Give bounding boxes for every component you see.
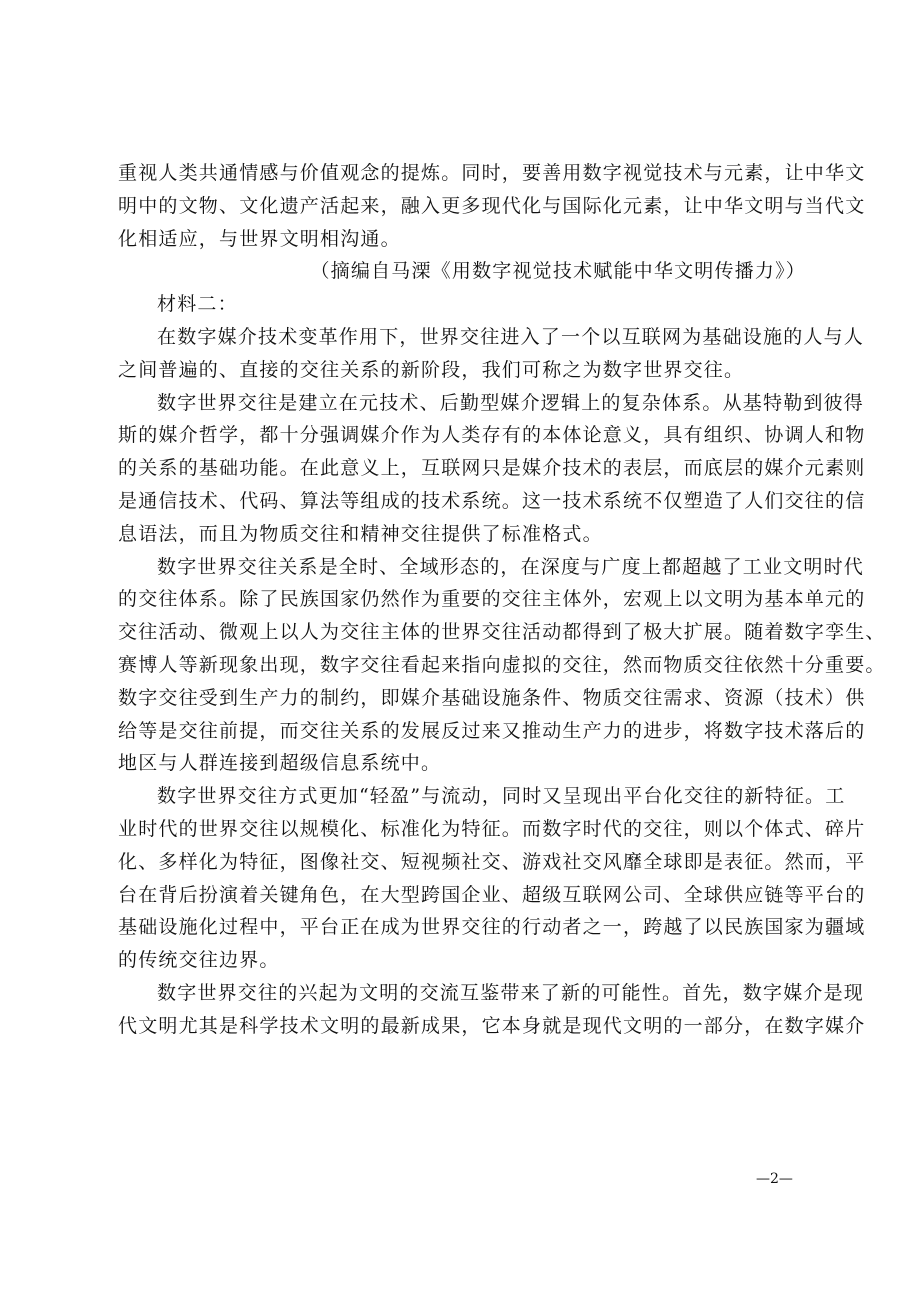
text-line: 化、多样化为特征，图像社交、短视频社交、游戏社交风靡全球即是表征。然而，平 xyxy=(118,850,866,873)
text-line: 化相适应，与世界文明相沟通。 xyxy=(118,227,401,250)
intro-text xyxy=(118,157,866,255)
source-attribution: （摘编自马溧《用数字视觉技术赋能中华文明传播力》） xyxy=(310,260,806,283)
text-line: 明中的文物、文化遗产活起来，融入更多现代化与国际化元素，让中华文明与当代文 xyxy=(118,194,866,217)
text-line: 数字世界交往关系是全时、全域形态的，在深度与广度上都超越了工业文明时代 xyxy=(157,555,865,578)
text-line: 数字交往受到生产力的制约，即媒介基础设施条件、物质交往需求、资源（技术）供 xyxy=(118,686,866,709)
text-line: 的传统交往边界。 xyxy=(118,949,280,972)
text-line: 的关系的基础功能。在此意义上，互联网只是媒介技术的表层，而底层的媒介元素则 xyxy=(118,457,866,480)
text-line: 数字世界交往的兴起为文明的交流互鉴带来了新的可能性。首先，数字媒介是现 xyxy=(157,981,865,1004)
paragraph xyxy=(118,387,866,551)
document-page xyxy=(118,157,886,1043)
paragraph xyxy=(118,780,866,977)
paragraph xyxy=(118,551,886,781)
section-heading: 材料二： xyxy=(157,293,238,316)
text-line: 重视人类共通情感与价值观念的提炼。同时，要善用数字视觉技术与元素，让中华文 xyxy=(118,162,866,184)
text-line: 斯的媒介哲学，都十分强调媒介作为人类存有的本体论意义，具有组织、协调人和物 xyxy=(118,424,866,447)
paragraph xyxy=(118,321,865,387)
text-line: 给等是交往前提，而交往关系的发展反过来又推动生产力的进步，将数字技术落后的 xyxy=(118,719,866,742)
text-line: 数字世界交往方式更加“轻盈”与流动，同时又呈现出平台化交往的新特征。工 xyxy=(157,785,846,808)
text-line: 业时代的世界交往以规模化、标准化为特征。而数字时代的交往，则以个体式、碎片 xyxy=(118,817,866,840)
paragraph xyxy=(118,977,866,1043)
text-line: 是通信技术、代码、算法等组成的技术系统。这一技术系统不仅塑造了人们交往的信 xyxy=(118,489,866,512)
text-line: 之间普遍的、直接的交往关系的新阶段，我们可称之为数字世界交往。 xyxy=(118,358,745,381)
text-line: 息语法，而且为物质交往和精神交往提供了标准格式。 xyxy=(118,522,603,545)
text-line: 基础设施化过程中，平台正在成为世界交往的行动者之一，跨越了以民族国家为疆域 xyxy=(118,916,866,939)
text-line: 在数字媒介技术变革作用下，世界交往进入了一个以互联网为基础设施的人与人 xyxy=(157,325,865,348)
text-line: 代文明尤其是科学技术文明的最新成果，它本身就是现代文明的一部分，在数字媒介 xyxy=(118,1014,866,1037)
text-line: 赛博人等新现象出现，数字交往看起来指向虚拟的交往，然而物质交往依然十分重要。 xyxy=(118,653,886,676)
text-line: 地区与人群连接到超级信息系统中。 xyxy=(118,752,442,775)
page-number: —2— xyxy=(756,1171,793,1187)
text-line: 数字世界交往是建立在元技术、后勤型媒介逻辑上的复杂体系。从基特勒到彼得 xyxy=(157,391,865,414)
text-line: 的交往体系。除了民族国家仍然作为重要的交往主体外，宏观上以文明为基本单元的 xyxy=(118,588,866,611)
text-line: 台在背后扮演着关键角色，在大型跨国企业、超级互联网公司、全球供应链等平台的 xyxy=(118,883,866,906)
text-line: 交往活动、微观上以人为交往主体的世界交往活动都得到了极大扩展。随着数字孪生、 xyxy=(118,621,886,644)
